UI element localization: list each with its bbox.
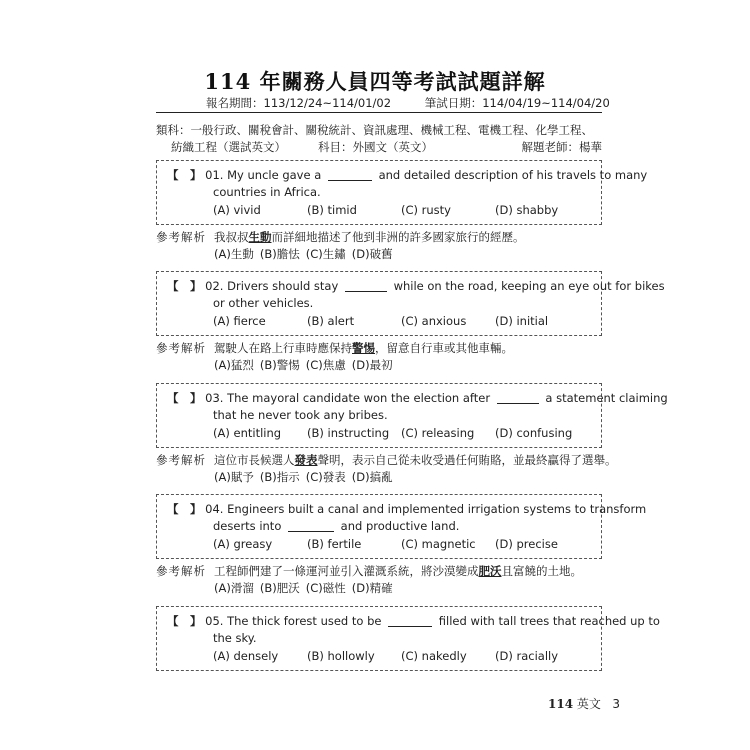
answer-blank <box>288 519 334 532</box>
question-line-2: that he never took any bribes. <box>213 408 388 422</box>
option-d[interactable]: (D) racially <box>495 649 559 663</box>
question-text: The mayoral candidate won the election after <box>227 391 491 405</box>
question-number: 04. <box>205 502 224 516</box>
analysis-option: (A)生動 <box>214 247 254 261</box>
categories-line1: 類科：一般行政、關稅會計、關稅統計、資訊處理、機械工程、電機工程、化學工程、 <box>156 123 593 137</box>
option-c[interactable]: (C) rusty <box>401 203 451 217</box>
analysis-option: (A)猛烈 <box>214 358 254 372</box>
analysis-options <box>214 469 399 486</box>
option-d[interactable]: (D) precise <box>495 537 558 551</box>
question-number: 03. <box>205 391 224 405</box>
key-word: 肥沃 <box>478 564 502 578</box>
analysis-option: (B)指示 <box>259 470 300 484</box>
page-title: 114 年關務人員四等考試試題詳解 <box>204 69 546 94</box>
analysis-translation <box>214 340 513 357</box>
exam-dates <box>206 95 640 111</box>
analysis-option: (B)警惕 <box>259 358 300 372</box>
translation-text: ，留意自行車或其他車輛。 <box>375 341 513 355</box>
option-b[interactable]: (B) alert <box>307 314 355 328</box>
answer-blank <box>497 391 539 404</box>
option-c[interactable]: (C) anxious <box>401 314 467 328</box>
option-a[interactable]: (A) entitling <box>213 426 282 440</box>
translation-text: 而詳細地描述了他到非洲的許多國家旅行的經歷。 <box>271 230 525 244</box>
analysis-03 <box>156 452 617 486</box>
analysis-option: (C)焦慮 <box>305 358 346 372</box>
analysis-option: (C)生鏽 <box>305 247 346 261</box>
answer-bracket[interactable]: 【 】 <box>167 168 202 182</box>
question-box-04 <box>156 494 647 559</box>
translation-text: 我叔叔 <box>214 230 249 244</box>
options <box>213 537 595 553</box>
question-line <box>167 167 647 183</box>
analysis-options <box>214 357 399 374</box>
key-word: 警惕 <box>352 341 375 355</box>
analysis-translation <box>214 229 525 246</box>
analysis-04 <box>156 563 602 597</box>
header-rule <box>156 112 602 113</box>
option-d[interactable]: (D) initial <box>495 314 549 328</box>
option-a[interactable]: (A) greasy <box>213 537 273 551</box>
options <box>213 314 595 330</box>
key-word: 發表 <box>294 453 318 467</box>
analysis-options <box>214 580 399 597</box>
answer-bracket[interactable]: 【 】 <box>167 391 202 405</box>
answer-bracket[interactable]: 【 】 <box>167 502 202 516</box>
analysis-option: (B)肥沃 <box>259 581 300 595</box>
analysis-01 <box>156 229 602 263</box>
analysis-option: (D)最初 <box>351 358 393 372</box>
question-line-2 <box>213 519 459 533</box>
question-text: Drivers should stay <box>227 279 339 293</box>
question-text: filled with tall trees that reached up to <box>438 614 660 628</box>
option-c[interactable]: (C) magnetic <box>401 537 476 551</box>
registration-period: 報名期間：113/12/24~114/01/02 <box>206 96 392 110</box>
teacher: 解題老師：楊華 <box>521 140 602 154</box>
question-text: deserts into <box>213 519 282 533</box>
analysis-label: 參考解析 <box>156 341 206 355</box>
analysis-label: 參考解析 <box>156 564 206 578</box>
question-box-03 <box>156 383 668 448</box>
answer-blank <box>328 168 372 181</box>
question-box-05 <box>156 606 660 671</box>
exam-meta <box>156 122 602 156</box>
analysis-option: (D)精確 <box>351 581 393 595</box>
question-line <box>167 613 660 629</box>
key-word: 生動 <box>248 230 272 244</box>
answer-bracket[interactable]: 【 】 <box>167 614 202 628</box>
analysis-translation <box>214 452 617 469</box>
translation-text: 這位市長候選人 <box>214 453 295 467</box>
question-text: My uncle gave a <box>227 168 322 182</box>
analysis-option: (C)磁性 <box>305 581 346 595</box>
question-number: 05. <box>205 614 224 628</box>
analysis-option: (D)搞亂 <box>351 470 393 484</box>
categories-cont: 紡織工程（選試英文） <box>171 140 286 154</box>
page-number: 3 <box>612 697 620 711</box>
analysis-option: (A)滑溜 <box>214 581 254 595</box>
question-box-01 <box>156 160 648 225</box>
analysis-options <box>214 246 399 263</box>
option-d[interactable]: (D) confusing <box>495 426 573 440</box>
options <box>213 426 595 442</box>
question-line-2: or other vehicles. <box>213 296 314 310</box>
translation-text: 駕駛人在路上行車時應保持 <box>214 341 352 355</box>
analysis-02 <box>156 340 602 374</box>
analysis-option: (B)膽怯 <box>259 247 300 261</box>
page-footer <box>548 695 620 712</box>
question-line <box>167 278 665 294</box>
option-b[interactable]: (B) fertile <box>307 537 362 551</box>
analysis-translation <box>214 563 582 580</box>
options <box>213 203 595 219</box>
analysis-option: (D)破舊 <box>351 247 393 261</box>
option-d[interactable]: (D) shabby <box>495 203 559 217</box>
question-number: 01. <box>205 168 224 182</box>
categories-line2 <box>156 139 602 156</box>
question-line <box>167 501 647 517</box>
answer-blank <box>345 279 387 292</box>
question-text: and productive land. <box>340 519 460 533</box>
option-a[interactable]: (A) densely <box>213 649 279 663</box>
answer-blank <box>388 614 432 627</box>
analysis-label: 參考解析 <box>156 230 206 244</box>
question-text: a statement claiming <box>545 391 668 405</box>
question-line-2: the sky. <box>213 631 257 645</box>
analysis-label: 參考解析 <box>156 453 206 467</box>
answer-bracket[interactable]: 【 】 <box>167 279 202 293</box>
option-a[interactable]: (A) vivid <box>213 203 261 217</box>
footer-subject: 英文 <box>576 697 601 711</box>
exam-date: 筆試日期：114/04/19~114/04/20 <box>424 96 610 110</box>
options <box>213 649 595 665</box>
translation-text: 且富饒的土地。 <box>501 564 582 578</box>
book-number: 114 <box>548 697 574 711</box>
question-text: and detailed description of his travels to many <box>378 168 648 182</box>
translation-text: 工程師們建了一條運河並引入灌溉系統，將沙漠變成 <box>214 564 479 578</box>
subject: 科目：外國文（英文） <box>318 140 433 154</box>
question-text: Engineers built a canal and implemented irrigation systems to transform <box>227 502 647 516</box>
question-line <box>167 390 668 406</box>
option-c[interactable]: (C) releasing <box>401 426 475 440</box>
option-a[interactable]: (A) fierce <box>213 314 266 328</box>
option-b[interactable]: (B) instructing <box>307 426 390 440</box>
option-c[interactable]: (C) nakedly <box>401 649 467 663</box>
question-text: while on the road, keeping an eye out for bikes <box>393 279 665 293</box>
analysis-option: (A)賦予 <box>214 470 254 484</box>
option-b[interactable]: (B) timid <box>307 203 357 217</box>
question-text: The thick forest used to be <box>227 614 382 628</box>
question-box-02 <box>156 271 665 336</box>
question-number: 02. <box>205 279 224 293</box>
analysis-option: (C)發表 <box>305 470 346 484</box>
question-line-2: countries in Africa. <box>213 185 321 199</box>
translation-text: 聲明，表示自己從未收受過任何賄賂，並最終贏得了選舉。 <box>317 453 617 467</box>
option-b[interactable]: (B) hollowly <box>307 649 375 663</box>
